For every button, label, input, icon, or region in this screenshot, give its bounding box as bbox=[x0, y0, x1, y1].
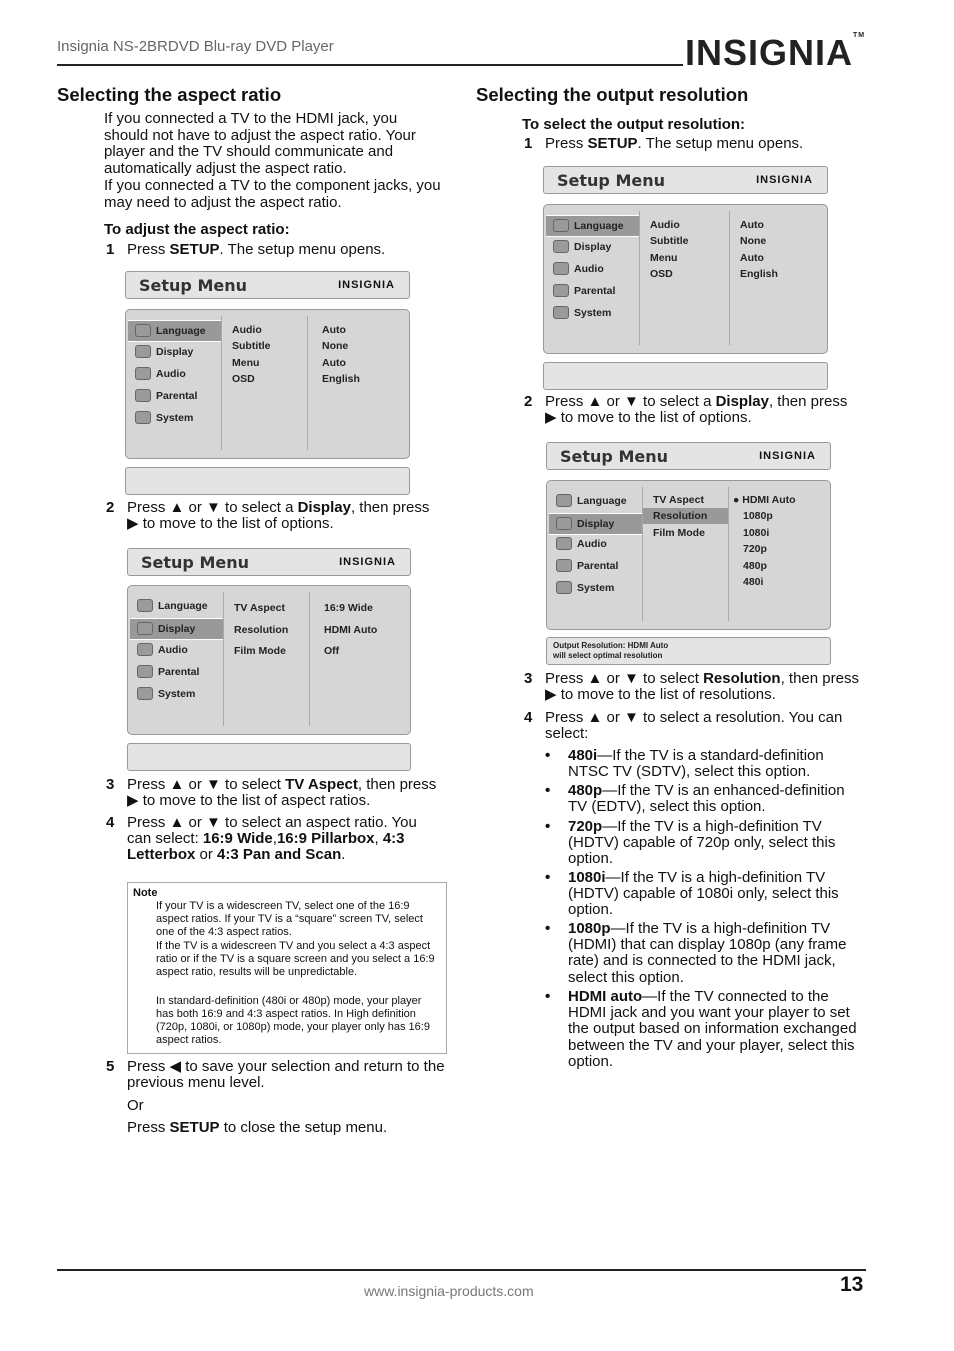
step-text: , bbox=[374, 830, 383, 848]
display-icon bbox=[135, 345, 151, 358]
menu-divider bbox=[639, 211, 640, 345]
menu-divider bbox=[307, 316, 308, 450]
step-text: . The setup menu opens. bbox=[637, 135, 804, 152]
parental-icon bbox=[137, 665, 153, 678]
menu-option-col bbox=[234, 598, 288, 663]
bullet-key: 720p bbox=[568, 818, 603, 835]
aspect-intro-1: If you connected a TV to the HDMI jack, you should not have to adjust the aspect ratio. Your player and the TV should communicate and automatically adjust the aspect ratio. bbox=[104, 110, 416, 177]
logo-text: INSIGNIA bbox=[685, 32, 854, 73]
bullet-720p bbox=[545, 819, 865, 869]
menu-item-display[interactable] bbox=[130, 618, 223, 640]
menu-divider bbox=[309, 592, 310, 726]
bullet-text: —If the TV is a high-definition TV (HDMI) that can display 1080p (any frame rate) and is connected to the HDMI jack, select this option. bbox=[568, 920, 847, 986]
value: English bbox=[740, 268, 778, 281]
aspect-close-text bbox=[127, 1120, 387, 1137]
option[interactable]: Audio bbox=[650, 219, 680, 231]
step-text: . bbox=[341, 846, 346, 864]
bullet-key: HDMI auto bbox=[568, 988, 643, 1005]
audio-icon bbox=[553, 262, 569, 275]
value: None bbox=[322, 340, 349, 353]
step-text: Press ▲ or ▼ to select bbox=[545, 670, 704, 687]
menu-value-col bbox=[322, 322, 360, 388]
menu-item-label: System bbox=[574, 307, 612, 319]
step-number: 5 bbox=[106, 1058, 115, 1075]
parental-icon bbox=[553, 284, 569, 297]
setup-menu-language-2 bbox=[543, 166, 828, 391]
step-number: 2 bbox=[524, 393, 533, 410]
menu-title: Setup Menu bbox=[557, 171, 665, 190]
menu-item-parental[interactable] bbox=[549, 556, 642, 576]
or-text: Or bbox=[127, 1097, 144, 1114]
step-key: 16:9 Pillarbox bbox=[276, 830, 375, 848]
value: Auto bbox=[740, 219, 764, 231]
menu-body bbox=[543, 204, 828, 354]
step-key: 16:9 Wide bbox=[202, 830, 273, 848]
aspect-heading: Selecting the aspect ratio bbox=[57, 84, 282, 105]
note-title: Note bbox=[133, 887, 158, 899]
step-text: Press bbox=[545, 135, 588, 152]
menu-title-bar bbox=[127, 548, 411, 576]
aspect-intro-2: If you connected a TV to the component jacks, you may need to adjust the aspect ratio. bbox=[104, 177, 441, 211]
setup-menu-display bbox=[127, 548, 411, 773]
aspect-procedure-title: To adjust the aspect ratio: bbox=[104, 221, 290, 238]
step-text: Press ▲ or ▼ to select a resolution. You can select: bbox=[545, 709, 843, 743]
step-text: . The setup menu opens. bbox=[219, 241, 386, 258]
value: Auto bbox=[322, 324, 346, 336]
aspect-step-3 bbox=[106, 777, 446, 813]
option[interactable]: Subtitle bbox=[650, 235, 689, 248]
bullet-key: 480i bbox=[568, 747, 598, 764]
menu-item-label: System bbox=[156, 412, 194, 424]
note-paragraph: In standard-definition (480i or 480p) mode, your player has both 16:9 and 4:3 aspect ratios. In High definition (720p, 1080i, or 1080p) mode, your player only has 16:9 aspect ratios. bbox=[156, 995, 430, 1046]
language-icon bbox=[553, 219, 569, 232]
menu-item-label: Language bbox=[156, 325, 206, 337]
menu-item-label: System bbox=[577, 582, 615, 594]
option[interactable]: Film Mode bbox=[234, 645, 286, 657]
resolution-option[interactable]: 480p bbox=[743, 559, 767, 572]
value: Auto bbox=[740, 251, 764, 264]
step-text: or bbox=[195, 846, 218, 864]
menu-value-col bbox=[740, 217, 778, 283]
menu-item-label: Audio bbox=[574, 263, 604, 275]
system-icon bbox=[137, 687, 153, 700]
display-icon bbox=[553, 240, 569, 253]
menu-value-col bbox=[324, 598, 377, 663]
bullet-mark: • bbox=[545, 988, 551, 1005]
aspect-step-1 bbox=[106, 242, 446, 260]
option[interactable]: OSD bbox=[650, 268, 673, 281]
menu-item-language[interactable] bbox=[549, 491, 642, 511]
menu-item-label: Parental bbox=[156, 390, 198, 402]
menu-option-col bbox=[653, 492, 707, 541]
menu-title-bar bbox=[125, 271, 410, 299]
menu-footer bbox=[127, 743, 411, 771]
menu-item-audio[interactable] bbox=[546, 259, 639, 279]
note-box bbox=[127, 882, 447, 1054]
option[interactable]: TV Aspect bbox=[234, 602, 285, 614]
menu-item-display[interactable] bbox=[549, 513, 642, 535]
system-icon bbox=[553, 306, 569, 319]
value: 16:9 Wide bbox=[324, 602, 373, 614]
running-header: Insignia NS-2BRDVD Blu-ray DVD Player bbox=[57, 38, 334, 55]
menu-divider bbox=[223, 592, 224, 726]
language-icon bbox=[137, 599, 153, 612]
audio-icon bbox=[137, 643, 153, 656]
menu-item-audio[interactable] bbox=[130, 640, 223, 660]
resolution-heading: Selecting the output resolution bbox=[476, 84, 749, 105]
value: HDMI Auto bbox=[324, 623, 378, 636]
display-icon bbox=[137, 622, 153, 635]
menu-footer bbox=[125, 467, 410, 495]
value: Off bbox=[324, 645, 340, 657]
option[interactable]: Audio bbox=[232, 324, 262, 336]
step-text: Press ▲ or ▼ to select bbox=[127, 776, 286, 793]
menu-item-label: Display bbox=[158, 623, 196, 635]
bullet-1080i bbox=[545, 870, 865, 920]
system-icon bbox=[135, 411, 151, 424]
option[interactable]: Menu bbox=[232, 356, 260, 369]
menu-item-language[interactable] bbox=[546, 215, 639, 237]
step-text: , bbox=[272, 830, 277, 848]
resolution-step-4 bbox=[524, 710, 864, 746]
menu-title-bar bbox=[543, 166, 828, 194]
insignia-logo bbox=[685, 32, 865, 74]
bullet-480p bbox=[545, 783, 865, 817]
menu-title: Setup Menu bbox=[139, 276, 247, 295]
option[interactable]: Resolution bbox=[234, 623, 289, 636]
menu-item-display[interactable] bbox=[546, 237, 639, 257]
step-key: Resolution bbox=[703, 670, 781, 687]
menu-title: Setup Menu bbox=[560, 447, 668, 466]
resolution-option[interactable]: 1080p bbox=[743, 510, 773, 523]
bullet-mark: • bbox=[545, 782, 551, 799]
step-number: 2 bbox=[106, 499, 115, 516]
resolution-procedure-title: To select the output resolution: bbox=[522, 116, 746, 133]
menu-item-label: Parental bbox=[574, 285, 616, 297]
menu-divider bbox=[221, 316, 222, 450]
menu-body bbox=[546, 480, 831, 630]
step-key: 4:3 Pan and Scan bbox=[217, 846, 342, 864]
parental-icon bbox=[556, 559, 572, 572]
menu-item-display[interactable] bbox=[128, 342, 221, 362]
bullet-1080p bbox=[545, 921, 865, 987]
bullet-mark: • bbox=[545, 920, 551, 937]
menu-divider bbox=[729, 211, 730, 345]
resolution-option[interactable]: ● HDMI Auto bbox=[733, 494, 796, 506]
menu-footer-text: Output Resolution: HDMI Auto will select optimal resolution bbox=[553, 641, 669, 660]
step-key: SETUP bbox=[169, 1119, 220, 1136]
bullet-hdmi-auto bbox=[545, 989, 865, 1071]
menu-item-label: Display bbox=[574, 241, 612, 253]
header-rule bbox=[57, 64, 683, 66]
menu-item-system[interactable] bbox=[130, 684, 223, 704]
footer-url[interactable]: www.insignia-products.com bbox=[364, 1283, 534, 1299]
step-text: Press ▲ or ▼ to select a bbox=[127, 499, 298, 516]
step-number: 4 bbox=[106, 814, 115, 831]
step-text: Press bbox=[127, 1119, 170, 1136]
bullet-mark: • bbox=[545, 747, 551, 764]
bullet-text: —If the TV is a high-definition TV (HDTV) capable of 1080i only, select this option. bbox=[568, 869, 839, 919]
menu-logo: INSIGNIA bbox=[756, 174, 813, 186]
step-text: Press ◀ to save your selection and return to the previous menu level. bbox=[127, 1058, 445, 1092]
menu-item-label: Audio bbox=[577, 538, 607, 550]
step-key: Display bbox=[715, 393, 769, 410]
bullet-480i bbox=[545, 748, 865, 782]
menu-item-label: Display bbox=[577, 518, 615, 530]
menu-item-language[interactable] bbox=[128, 320, 221, 342]
step-text: , then press ▶ to move to the list of options. bbox=[127, 499, 430, 533]
step-text: to close the setup menu. bbox=[219, 1119, 388, 1136]
step-key: Display bbox=[297, 499, 351, 516]
resolution-option[interactable]: 1080i bbox=[743, 526, 770, 539]
bullet-mark: • bbox=[545, 869, 551, 886]
step-key: TV Aspect bbox=[285, 776, 358, 793]
resolution-step-3 bbox=[524, 671, 864, 707]
menu-item-parental[interactable] bbox=[546, 281, 639, 301]
menu-item-label: Language bbox=[577, 495, 627, 507]
menu-item-system[interactable] bbox=[546, 303, 639, 323]
step-text: Press ▲ or ▼ to select a bbox=[545, 393, 716, 410]
resolution-option[interactable]: 480i bbox=[743, 576, 764, 589]
resolution-list bbox=[733, 492, 796, 590]
menu-item-system[interactable] bbox=[128, 408, 221, 428]
note-paragraph: If your TV is a widescreen TV, select one of the 16:9 aspect ratios. If your TV is a “square” screen TV, select one of the 4:3 aspect ratios. bbox=[156, 900, 423, 938]
step-text: , then press ▶ to move to the list of aspect ratios. bbox=[127, 776, 437, 810]
menu-item-label: Parental bbox=[158, 666, 200, 678]
aspect-step-5 bbox=[106, 1059, 446, 1095]
option[interactable]: Subtitle bbox=[232, 340, 271, 353]
note-paragraph: If the TV is a widescreen TV and you select a 4:3 aspect ratio or if the TV is a square screen and you select a 16:9 aspect ratio, results will be unpredictable. bbox=[156, 940, 435, 978]
menu-item-label: Parental bbox=[577, 560, 619, 572]
menu-item-audio[interactable] bbox=[128, 364, 221, 384]
value: English bbox=[322, 373, 360, 386]
bullet-text: —If the TV is a high-definition TV (HDTV) capable of 720p only, select this option. bbox=[568, 818, 836, 868]
menu-item-label: Display bbox=[156, 346, 194, 358]
audio-icon bbox=[135, 367, 151, 380]
menu-title: Setup Menu bbox=[141, 553, 249, 572]
option[interactable]: Resolution bbox=[653, 510, 708, 523]
menu-title-bar bbox=[546, 442, 831, 470]
menu-item-label: System bbox=[158, 688, 196, 700]
step-key: SETUP bbox=[587, 135, 638, 152]
option[interactable]: Film Mode bbox=[653, 526, 705, 539]
step-number: 4 bbox=[524, 709, 533, 726]
language-icon bbox=[556, 494, 572, 507]
page-number: 13 bbox=[840, 1273, 864, 1296]
logo-tm: TM bbox=[853, 32, 866, 39]
step-number: 1 bbox=[524, 135, 533, 152]
step-number: 3 bbox=[524, 670, 533, 687]
menu-option-col bbox=[232, 322, 271, 388]
menu-logo: INSIGNIA bbox=[339, 556, 396, 568]
setup-menu-language bbox=[125, 271, 410, 496]
resolution-step-1 bbox=[524, 136, 864, 154]
option[interactable]: TV Aspect bbox=[653, 494, 704, 506]
menu-footer bbox=[546, 637, 831, 665]
menu-body bbox=[127, 585, 411, 735]
bullet-text: —If the TV connected to the HDMI jack and you want your player to set the output based on information exchanged between the TV and your player, select this option. bbox=[568, 988, 857, 1070]
resolution-option[interactable]: 720p bbox=[743, 543, 767, 556]
step-key: SETUP bbox=[169, 241, 220, 258]
aspect-step-4 bbox=[106, 815, 446, 867]
parental-icon bbox=[135, 389, 151, 402]
bullet-key: 1080i bbox=[568, 869, 606, 886]
footer-rule bbox=[57, 1269, 866, 1271]
step-text: , then press ▶ to move to the list of options. bbox=[545, 393, 848, 427]
aspect-step-2 bbox=[106, 500, 446, 536]
language-icon bbox=[135, 324, 151, 337]
bullet-key: 1080p bbox=[568, 920, 611, 937]
step-number: 3 bbox=[106, 776, 115, 793]
menu-logo: INSIGNIA bbox=[338, 279, 395, 291]
setup-menu-resolution bbox=[546, 442, 831, 666]
menu-item-label: Language bbox=[158, 600, 208, 612]
menu-option-col bbox=[650, 217, 689, 283]
menu-logo: INSIGNIA bbox=[759, 450, 816, 462]
menu-item-language[interactable] bbox=[130, 596, 223, 616]
menu-divider bbox=[728, 487, 729, 621]
step-key: 4:3 Letterbox bbox=[127, 830, 405, 864]
bullet-text: —If the TV is an enhanced-definition TV (EDTV), select this option. bbox=[568, 782, 845, 816]
menu-item-parental[interactable] bbox=[128, 386, 221, 406]
bullet-text: —If the TV is a standard-definition NTSC TV (SDTV), select this option. bbox=[568, 747, 824, 781]
bullet-mark: • bbox=[545, 818, 551, 835]
step-text: , then press ▶ to move to the list of resolutions. bbox=[545, 670, 859, 704]
step-number: 1 bbox=[106, 241, 115, 258]
option[interactable]: OSD bbox=[232, 373, 255, 386]
menu-item-parental[interactable] bbox=[130, 662, 223, 682]
bullet-key: 480p bbox=[568, 782, 603, 799]
system-icon bbox=[556, 581, 572, 594]
audio-icon bbox=[556, 537, 572, 550]
menu-item-label: Audio bbox=[158, 644, 188, 656]
value: Auto bbox=[322, 356, 346, 369]
option[interactable]: Menu bbox=[650, 251, 678, 264]
menu-item-label: Audio bbox=[156, 368, 186, 380]
menu-item-audio[interactable] bbox=[549, 534, 642, 554]
resolution-step-2 bbox=[524, 394, 864, 430]
menu-body bbox=[125, 309, 410, 459]
menu-footer bbox=[543, 362, 828, 390]
menu-item-label: Language bbox=[574, 220, 624, 232]
value: None bbox=[740, 235, 767, 248]
menu-item-system[interactable] bbox=[549, 578, 642, 598]
step-text: Press ▲ or ▼ to select an aspect ratio. You can select: bbox=[127, 814, 417, 848]
display-icon bbox=[556, 517, 572, 530]
step-text: Press bbox=[127, 241, 170, 258]
